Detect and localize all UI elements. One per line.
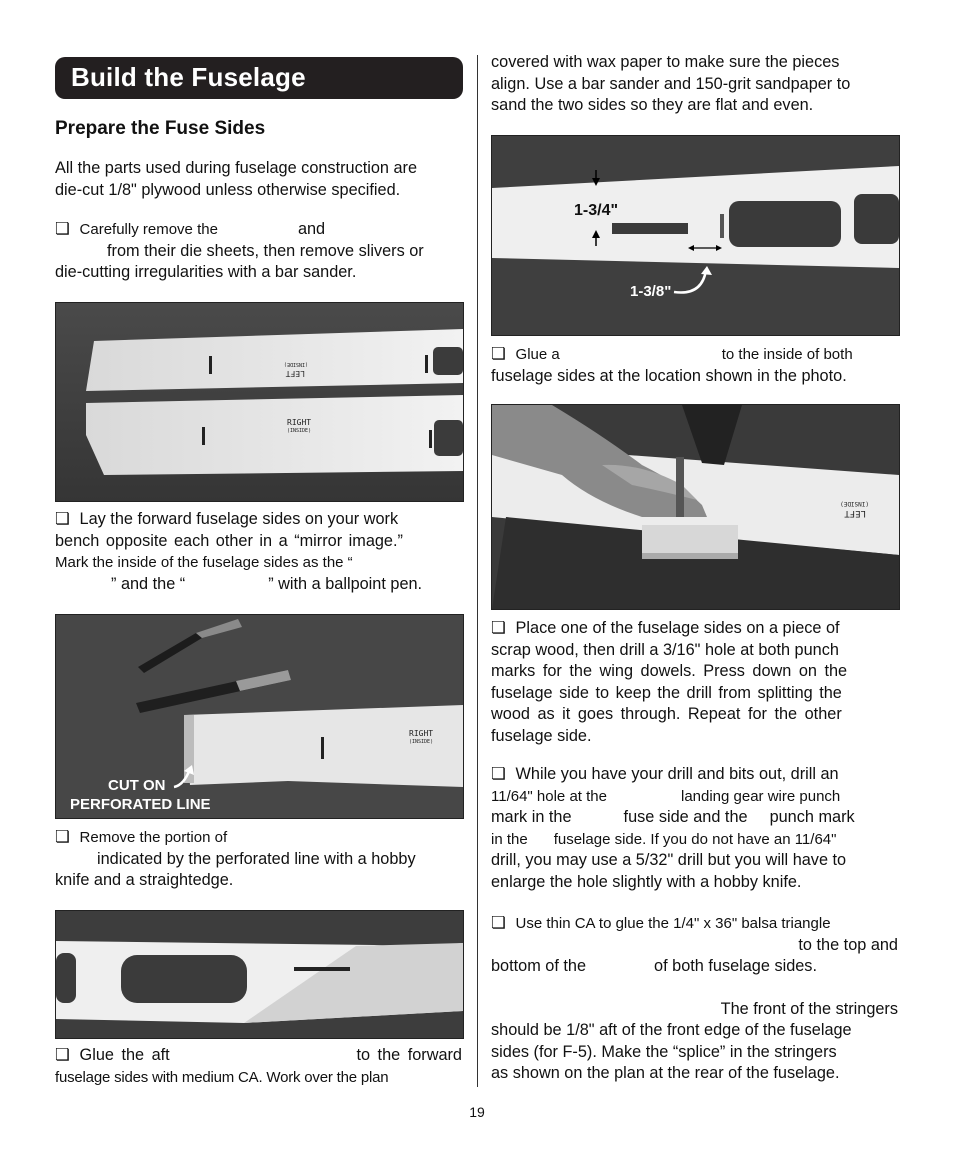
continued-paragraph (491, 52, 903, 117)
step-glue-doubler (491, 344, 903, 387)
step-text: bottom of the (491, 957, 587, 975)
step-text: die-cutting irregularities with a bar sander. (55, 263, 357, 281)
step-text: Mark the inside of the fuselage sides as the “ (55, 554, 353, 571)
mark-right: RIGHT (409, 729, 434, 738)
checkbox-icon[interactable]: ❏ (55, 1046, 70, 1064)
step-text: The front of the stringers (720, 999, 898, 1018)
step-text: fuselage side. If you do not have an 11/64" (553, 830, 837, 848)
step-line (491, 956, 903, 978)
step-text: as shown on the plan at the rear of the fuselage. (491, 1064, 840, 1082)
mark-right: RIGHT (287, 418, 312, 427)
step-text: to the inside of both (721, 346, 853, 363)
dimension-label-1: 1-3/4" (574, 202, 619, 219)
step-text: from their die sheets, then remove slivers or (107, 241, 424, 260)
blank-line (491, 978, 903, 999)
step-text: in the (491, 830, 528, 848)
step-text: ” and the “ (111, 574, 186, 593)
step-remove-portion (55, 827, 464, 892)
step-remove-parts (55, 219, 464, 284)
step-text: of both fuselage sides. (654, 957, 817, 975)
photo-doubler-location (491, 135, 900, 336)
step-text: wood as it goes through. Repeat for the other (491, 705, 842, 723)
photo-drilling (491, 404, 900, 610)
callout-line-1: CUT ON (108, 777, 166, 794)
step-text: Use thin CA to glue the 1/4" x 36" balsa triangle (515, 915, 831, 932)
step-text: drill, you may use a 5/32" drill but you will have to (491, 851, 847, 869)
column-divider (477, 55, 478, 1087)
mark-right-sub: (INSIDE) (409, 739, 434, 745)
step-text: enlarge the hole slightly with a hobby knife. (491, 872, 802, 891)
step-text: fuselage sides with medium CA. Work over the plan (55, 1068, 389, 1086)
step-text: Place one of the fuselage sides on a piece of (515, 619, 840, 637)
step-text: to the top and (798, 935, 898, 954)
step-text: indicated by the perforated line with a hobby (97, 849, 416, 868)
step-text: mark in the (491, 808, 572, 826)
mark-right-sub: (INSIDE) (287, 428, 312, 434)
step-line (491, 829, 903, 851)
intro-line-2: die-cut 1/8" plywood unless otherwise specified. (55, 180, 401, 199)
step-text: Glue the aft (79, 1046, 170, 1064)
checkbox-icon[interactable]: ❏ (55, 510, 70, 528)
mark-left-sub: (INSIDE) (840, 500, 869, 507)
photo-fuselage-sides-image (56, 303, 463, 501)
step-line (55, 219, 464, 241)
paragraph-line: align. Use a bar sander and 150-grit sandpaper to (491, 74, 851, 93)
photo-cut-perforated-image (56, 615, 463, 818)
step-line (55, 509, 464, 531)
mark-left: LEFT (844, 508, 866, 518)
step-text: marks for the wing dowels. Press down on the (491, 662, 848, 680)
intro-line-1: All the parts used during fuselage construction are (55, 159, 418, 177)
step-text: 11/64" hole at the (491, 787, 607, 805)
step-text: fuselage side to keep the drill from splitting the (491, 683, 842, 702)
step-text: While you have your drill and bits out, drill an (515, 765, 839, 783)
photo-aft-glued-image (56, 911, 463, 1038)
dimension-label-2: 1-3/8" (630, 283, 672, 300)
step-drill-landing-gear (491, 764, 903, 893)
photo-cut-perforated (55, 614, 464, 819)
photo-drilling-image (492, 405, 899, 609)
step-drill-dowels (491, 618, 903, 747)
step-text: fuse side and the (623, 808, 748, 826)
photo-fuselage-sides (55, 302, 464, 502)
step-line (55, 1045, 462, 1067)
step-mark-sides (55, 509, 464, 595)
mark-left: LEFT (285, 369, 305, 378)
intro-paragraph (55, 158, 464, 201)
section-title: Build the Fuselage (71, 62, 306, 92)
step-text: punch mark (769, 808, 855, 826)
step-glue-stringers (491, 913, 903, 1085)
step-line (491, 344, 903, 366)
step-text: and (297, 220, 326, 238)
checkbox-icon[interactable]: ❏ (491, 345, 506, 363)
step-text: knife and a straightedge. (55, 871, 234, 889)
step-line (491, 913, 903, 935)
step-text: Carefully remove the (79, 221, 218, 238)
paragraph-line: sand the two sides so they are flat and even. (491, 96, 814, 114)
step-text: bench opposite each other in a “mirror image.” (55, 531, 403, 550)
callout-line-2: PERFORATED LINE (70, 796, 211, 813)
step-line (55, 574, 464, 596)
checkbox-icon[interactable]: ❏ (55, 220, 70, 238)
step-line (491, 807, 903, 829)
section-banner (55, 57, 463, 99)
step-glue-aft (55, 1045, 464, 1088)
step-text: landing gear wire punch (680, 787, 841, 805)
step-text: to the forward (356, 1046, 462, 1064)
subsection-title: Prepare the Fuse Sides (55, 118, 266, 139)
step-text: Remove the portion of (79, 829, 228, 846)
step-text: Lay the forward fuselage sides on your work (79, 510, 399, 528)
page-number: 19 (469, 1104, 485, 1120)
step-text: sides (for F-5). Make the “splice” in the stringers (491, 1042, 837, 1061)
photo-doubler-location-image (492, 136, 899, 335)
step-line (491, 786, 903, 808)
step-text: Glue a (515, 346, 560, 363)
step-line (491, 764, 903, 786)
checkbox-icon[interactable]: ❏ (55, 828, 70, 846)
step-text: fuselage side. (491, 726, 592, 745)
step-line (55, 827, 464, 849)
mark-left-sub: (INSIDE) (283, 361, 308, 367)
checkbox-icon[interactable]: ❏ (491, 765, 506, 783)
checkbox-icon[interactable]: ❏ (491, 619, 506, 637)
step-text: should be 1/8" aft of the front edge of the fuselage (491, 1021, 852, 1039)
step-text: fuselage sides at the location shown in the photo. (491, 366, 847, 385)
photo-aft-glued (55, 910, 464, 1039)
paragraph-line: covered with wax paper to make sure the pieces (491, 53, 840, 71)
checkbox-icon[interactable]: ❏ (491, 914, 506, 932)
step-text: scrap wood, then drill a 3/16" hole at both punch (491, 640, 839, 659)
step-text: ” with a ballpoint pen. (268, 574, 423, 593)
step-line (491, 618, 903, 640)
